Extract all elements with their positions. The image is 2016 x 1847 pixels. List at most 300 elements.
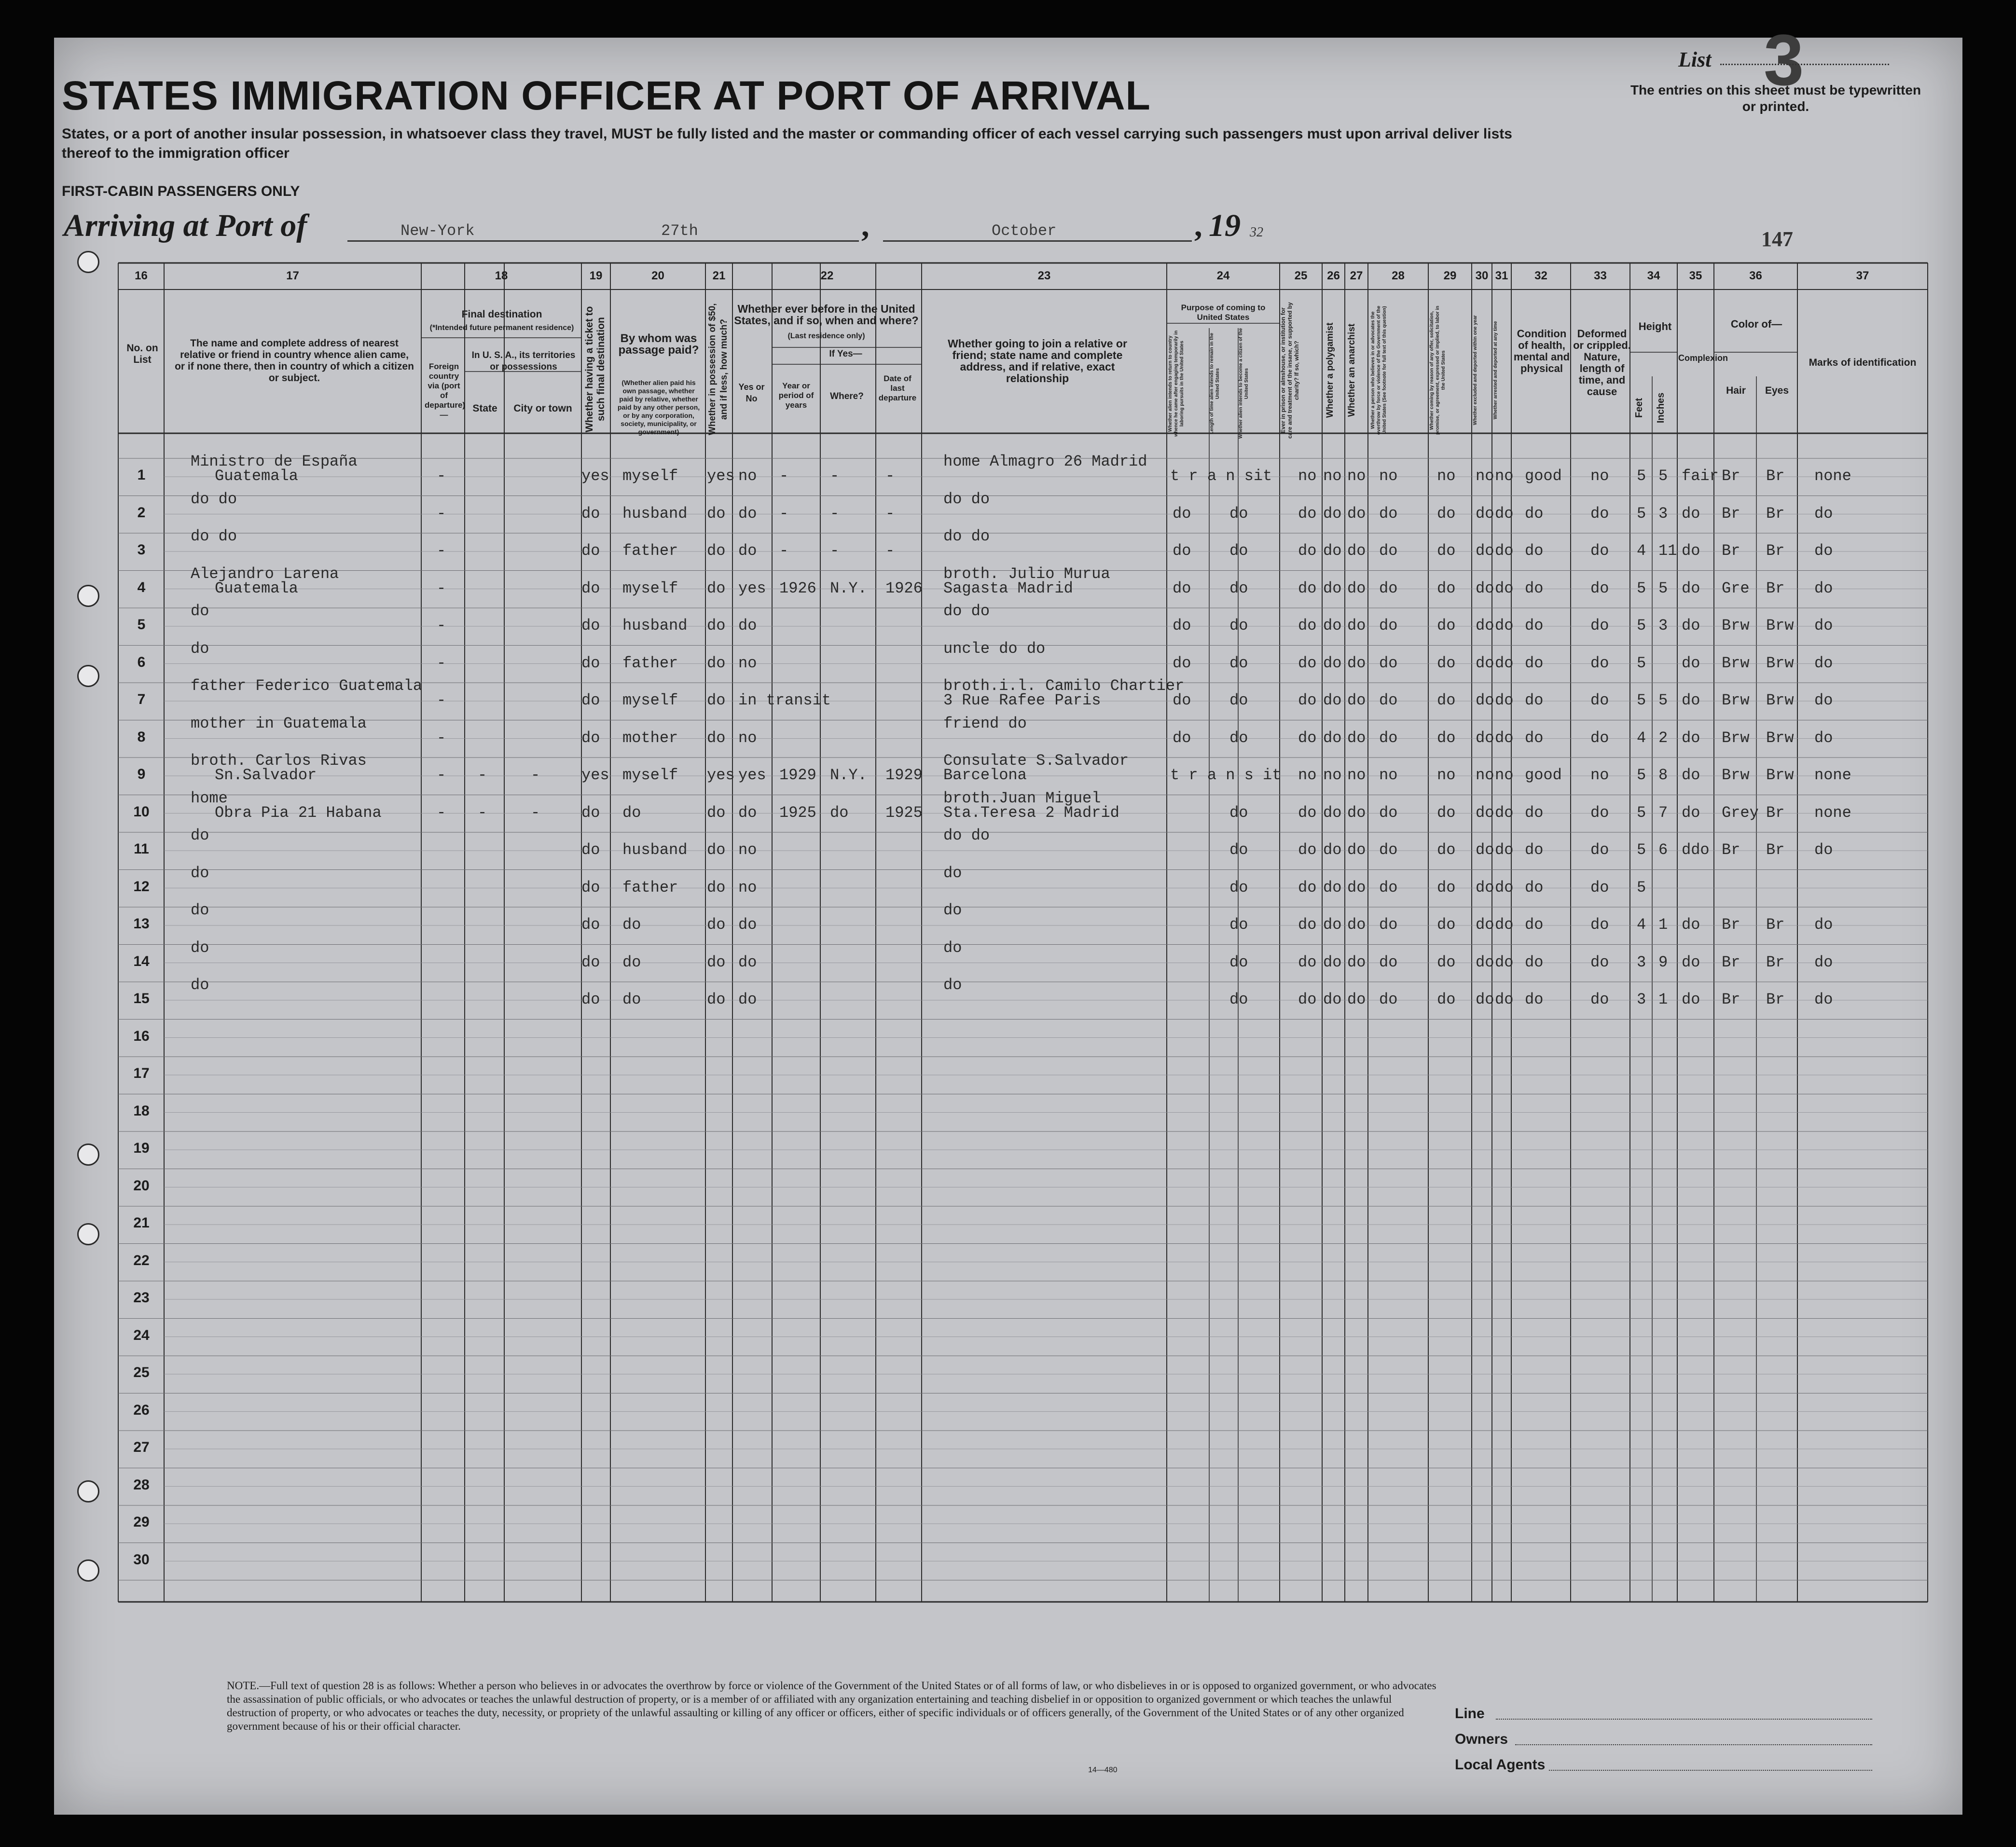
cell-c23b: Sagasta Madrid xyxy=(943,579,1073,597)
row-number: 8 xyxy=(137,729,146,745)
cell-c26: do xyxy=(1323,878,1342,896)
cell-c19: do xyxy=(581,953,600,971)
header-state: State xyxy=(472,403,497,414)
cell-c33: do xyxy=(1590,991,1609,1008)
cell-c27: do xyxy=(1347,729,1366,747)
form-subtitle: States, or a port of another insular possession, in whatsoever class they travel, MUST be fully listed and the master or commanding officer of each vessel carrying such passengers must upon arrival deliver lists thereof to the immigration officer xyxy=(62,126,1512,161)
cell-c37: do xyxy=(1814,504,1833,523)
row-number: 20 xyxy=(133,1177,150,1194)
row-number: 18 xyxy=(133,1103,150,1119)
header-no-on-list: No. on List xyxy=(126,343,158,365)
cell-c25: do xyxy=(1298,654,1317,672)
cell-eyes: Br xyxy=(1766,916,1785,934)
header-passage-paid: By whom was passage paid? xyxy=(618,332,699,357)
column-number: 24 xyxy=(1216,269,1230,282)
cell-c17a: do xyxy=(191,827,209,844)
cell-c18f: - xyxy=(437,617,446,634)
cell-c23a: broth.i.l. Camilo Chartier xyxy=(943,677,1185,695)
page-number: 147 xyxy=(1761,227,1793,251)
cell-c26: do xyxy=(1323,953,1342,971)
cell-c37: do xyxy=(1814,916,1833,934)
cell-c21: do xyxy=(707,991,726,1008)
cell-c33: do xyxy=(1590,542,1609,560)
cell-c21: do xyxy=(707,542,726,560)
cell-c31: do xyxy=(1495,916,1514,934)
cell-c25: no xyxy=(1298,467,1317,485)
header-in-usa: In U. S. A., its territories or possessions xyxy=(471,350,576,372)
cell-c31: do xyxy=(1495,542,1514,560)
cell-c33: do xyxy=(1590,916,1609,934)
cell-c30: do xyxy=(1476,729,1494,747)
cell-c31: do xyxy=(1495,841,1514,859)
cell-c24a: do xyxy=(1173,729,1191,747)
cell-in: 5 xyxy=(1658,691,1668,709)
cell-c22y: do xyxy=(738,803,757,822)
cell-c37: do xyxy=(1814,691,1833,709)
header-ticket: Whether having a ticket to such final destination xyxy=(584,306,607,432)
cell-hair: Br xyxy=(1722,504,1740,523)
form-title: STATES IMMIGRATION OFFICER AT PORT OF ARRIVAL xyxy=(62,73,1151,118)
cell-c24a: do xyxy=(1173,654,1191,672)
cell-c27: no xyxy=(1347,766,1366,784)
cell-c35: do xyxy=(1682,916,1700,934)
cell-c23b: 3 Rue Rafee Paris xyxy=(943,691,1101,709)
row-number: 26 xyxy=(133,1402,150,1418)
row-number: 25 xyxy=(133,1365,150,1380)
cell-hair: Br xyxy=(1722,953,1740,971)
cell-in: 11 xyxy=(1658,542,1677,560)
cell-c29: no xyxy=(1437,766,1456,784)
cell-c22p: 1929 xyxy=(779,766,816,784)
row-number: 4 xyxy=(137,579,146,595)
cell-c18f: - xyxy=(437,803,446,822)
cell-c23b: Barcelona xyxy=(943,766,1027,784)
row-number: 27 xyxy=(133,1439,150,1455)
cell-c20: mother xyxy=(622,729,678,747)
cell-c33: do xyxy=(1590,878,1609,896)
cell-c22y: no xyxy=(738,878,757,896)
cell-c28: do xyxy=(1379,542,1398,560)
list-label: List xyxy=(1678,48,1712,71)
cell-c19: do xyxy=(581,579,600,597)
cell-c27: do xyxy=(1347,841,1366,859)
cell-c28: do xyxy=(1379,579,1398,597)
cell-c22w: N.Y. xyxy=(830,766,867,784)
cell-c19: do xyxy=(581,878,600,896)
typewritten-note: The entries on this sheet must be typewritten or printed. xyxy=(1630,83,1921,114)
cell-c29: do xyxy=(1437,617,1456,634)
cell-c18f: - xyxy=(437,579,446,597)
cell-c19: do xyxy=(581,916,600,934)
cell-ft: 5 xyxy=(1637,878,1646,896)
cell-c26: no xyxy=(1323,766,1342,784)
header-complexion: Complexion xyxy=(1678,353,1728,363)
cell-ft: 5 xyxy=(1637,504,1646,523)
cell-c17b: Guatemala xyxy=(215,579,298,597)
cell-in: 2 xyxy=(1658,729,1668,747)
cell-c31: do xyxy=(1495,991,1514,1008)
row-number: 5 xyxy=(137,617,146,633)
header-foreign-country: Foreign country via (port of departure)— xyxy=(425,362,466,419)
cell-ft: 5 xyxy=(1637,654,1646,672)
cell-c26: do xyxy=(1323,691,1342,709)
cell-c29: do xyxy=(1437,542,1456,560)
header-deformed: Deformed or crippled. Nature, length of time, and cause xyxy=(1573,328,1631,398)
cell-c25: do xyxy=(1298,803,1317,822)
cell-c18c: - xyxy=(531,766,540,784)
header-labor-offer: Whether coming by reason of any offer, solicitation, promise, or agreement, expressed or implied, to labor in the United States xyxy=(1429,305,1446,435)
cell-c21: do xyxy=(707,654,726,672)
header-overthrow: Whether a person who believes in or advocates the overthrow by force or violence of the Government of the United States (See footnote for full text of this question) xyxy=(1370,305,1387,435)
cell-c29: no xyxy=(1437,467,1456,485)
cell-c22y: yes xyxy=(738,766,766,784)
cell-c20: do xyxy=(622,953,641,971)
cell-c17a: father Federico Guatemala xyxy=(191,677,423,695)
cell-c21: do xyxy=(707,803,726,822)
row-number: 23 xyxy=(133,1290,150,1306)
header-fifty-dollars: Whether in possession of $50, and if less, how much? xyxy=(707,303,729,435)
cell-c29: do xyxy=(1437,878,1456,896)
cell-hair: Brw xyxy=(1722,691,1750,709)
cell-c18s: - xyxy=(478,803,487,822)
cell-c22d: 1926 xyxy=(885,579,923,597)
cell-c18f: - xyxy=(437,766,446,784)
column-number: 19 xyxy=(589,269,603,282)
row-number: 14 xyxy=(133,953,150,969)
cell-c24a: do xyxy=(1173,542,1191,560)
cell-c32: do xyxy=(1525,542,1544,560)
header-purpose: Purpose of coming to United States xyxy=(1181,303,1266,322)
cell-c32: do xyxy=(1525,991,1544,1008)
cell-c31: do xyxy=(1495,953,1514,971)
cell-c17a: Ministro de España xyxy=(191,453,358,470)
cell-c22y: do xyxy=(738,504,757,523)
header-eyes: Eyes xyxy=(1765,385,1789,396)
cell-c28: no xyxy=(1379,766,1398,784)
cell-c26: do xyxy=(1323,841,1342,859)
cell-c25: do xyxy=(1298,841,1317,859)
cell-in: 1 xyxy=(1658,991,1668,1008)
cell-c22y: do xyxy=(738,991,757,1008)
cell-c28: do xyxy=(1379,803,1398,822)
cell-c23a: do do xyxy=(943,527,990,545)
cell-c22y: do xyxy=(738,916,757,934)
column-number: 32 xyxy=(1534,269,1547,282)
cell-c33: do xyxy=(1590,617,1609,634)
cell-c21: yes xyxy=(707,467,735,485)
cell-c24b: do xyxy=(1229,542,1248,560)
line-label: Line xyxy=(1455,1706,1485,1722)
cell-c27: do xyxy=(1347,916,1366,934)
cell-c22y: no xyxy=(738,654,757,672)
cell-c30: do xyxy=(1476,654,1494,672)
header-where: Where? xyxy=(830,391,864,401)
header-final-destination: Final destination xyxy=(461,309,542,320)
header-feet: Feet xyxy=(1634,398,1644,418)
header-prison: Ever in prison or almshouse, or institution for care and treatment of the insane, or supported by charity? If so, which? xyxy=(1280,302,1300,439)
cell-hair: Gre xyxy=(1722,579,1750,597)
agents-signature-line xyxy=(1549,1770,1872,1771)
cell-c27: do xyxy=(1347,617,1366,634)
cell-c24a: do xyxy=(1173,691,1191,709)
cell-c33: do xyxy=(1590,691,1609,709)
row-number: 19 xyxy=(133,1140,150,1156)
row-number: 7 xyxy=(137,691,146,707)
cell-c30: do xyxy=(1476,617,1494,634)
cell-c28: do xyxy=(1379,878,1398,896)
cell-c20: do xyxy=(622,916,641,934)
cell-c20: myself xyxy=(622,467,678,485)
column-number: 27 xyxy=(1350,269,1363,282)
cell-eyes: Br xyxy=(1766,991,1785,1008)
row-number: 17 xyxy=(133,1065,150,1081)
cell-c17a: do do xyxy=(191,490,237,508)
cell-ft: 5 xyxy=(1637,579,1646,597)
cell-c30: no xyxy=(1476,467,1494,485)
row-number: 13 xyxy=(133,916,150,932)
cell-c30: do xyxy=(1476,953,1494,971)
cell-c27: do xyxy=(1347,878,1366,896)
day-value: 27th xyxy=(661,222,698,240)
header-arrested: Whether arrested and deported at any time xyxy=(1493,321,1498,420)
header-health: Condition of health, mental and physical xyxy=(1513,328,1570,374)
cell-c32: good xyxy=(1525,467,1562,485)
cell-in: 3 xyxy=(1658,504,1668,523)
cell-c20: husband xyxy=(622,841,688,859)
cell-eyes: Brw xyxy=(1766,729,1794,747)
question-28-note: NOTE.—Full text of question 28 is as follows: Whether a person who believes in or advocates the overthrow by force or violence of the Government of the United States or of all forms of law, or who disbelieves in or is opposed to organized government, or who advocates the assassination of public officials, or who advocates or teaches the unlawful destruction of property, or is a member of or affiliated with any organization entertaining and teaching disbelief in or opposition to organized government or which teaches the unlawful destruction of property, or who advocates or teaches the duty, necessity, or propriety of the unlawful assaulting or killing of any officer or officers, either of specific individuals or of officers generally, of the Government of the United States or of any other organized government because of his or their official character. xyxy=(227,1680,1436,1732)
cell-eyes: Br xyxy=(1766,504,1785,523)
cell-c35: do xyxy=(1682,729,1700,747)
cell-eyes: Br xyxy=(1766,841,1785,859)
cell-c31: no xyxy=(1495,766,1514,784)
cell-c25: do xyxy=(1298,579,1317,597)
cell-c22d: 1929 xyxy=(885,766,923,784)
cell-c20: husband xyxy=(622,617,688,634)
cell-c37: do xyxy=(1814,729,1833,747)
cell-c23a: do xyxy=(943,901,962,919)
cell-c22w: N.Y. xyxy=(830,579,867,597)
cell-c25: do xyxy=(1298,617,1317,634)
cell-c17b: Guatemala xyxy=(215,467,298,485)
cell-c17b: Sn.Salvador xyxy=(215,766,317,784)
cell-c37: do xyxy=(1814,579,1833,597)
cell-c17a: do xyxy=(191,976,209,994)
cell-eyes: Brw xyxy=(1766,691,1794,709)
cell-c37: do xyxy=(1814,953,1833,971)
cell-c32: do xyxy=(1525,691,1544,709)
first-cabin-label: FIRST-CABIN PASSENGERS ONLY xyxy=(62,183,300,199)
cell-c17a: do do xyxy=(191,527,237,545)
cell-c18f: - xyxy=(437,729,446,747)
cell-c35: do xyxy=(1682,579,1700,597)
cell-eyes: Brw xyxy=(1766,654,1794,672)
cell-c32: do xyxy=(1525,504,1544,523)
cell-c19: do xyxy=(581,841,600,859)
cell-c29: do xyxy=(1437,729,1456,747)
column-number: 21 xyxy=(712,269,726,282)
cell-ft: 5 xyxy=(1637,803,1646,822)
cell-c30: do xyxy=(1476,991,1494,1008)
cell-c25: do xyxy=(1298,953,1317,971)
cell-ft: 3 xyxy=(1637,953,1646,971)
header-final-destination-note: (*Intended future permanent residence) xyxy=(429,324,574,332)
cell-c32: do xyxy=(1525,579,1544,597)
cell-c21: yes xyxy=(707,766,735,784)
cell-c24b: do xyxy=(1229,691,1248,709)
cell-c22p: 1926 xyxy=(779,579,816,597)
cell-c18f: - xyxy=(437,654,446,672)
header-purpose-length: Length of time alien intends to remain in the United States xyxy=(1209,333,1220,435)
cell-c26: do xyxy=(1323,916,1342,934)
cell-ft: 5 xyxy=(1637,841,1646,859)
cell-c29: do xyxy=(1437,803,1456,822)
cell-c17a: do xyxy=(191,938,209,957)
header-date-departure: Date of last departure xyxy=(878,374,917,402)
cell-c19: yes xyxy=(581,467,609,485)
cell-in: 1 xyxy=(1658,916,1668,934)
cell-c20: do xyxy=(622,991,641,1008)
cell-c17a: do xyxy=(191,864,209,882)
cell-c35: do xyxy=(1682,504,1700,523)
cell-in: 5 xyxy=(1658,579,1668,597)
header-city-town: City or town xyxy=(513,403,572,414)
cell-c26: do xyxy=(1323,504,1342,523)
cell-c18f: - xyxy=(437,542,446,560)
cell-c19: do xyxy=(581,654,600,672)
cell-c31: do xyxy=(1495,654,1514,672)
cell-c27: do xyxy=(1347,953,1366,971)
cell-c23a: home Almagro 26 Madrid xyxy=(943,453,1147,470)
row-number: 2 xyxy=(137,504,146,521)
cell-c30: do xyxy=(1476,542,1494,560)
cell-c22d: - xyxy=(885,542,895,560)
cell-eyes: Br xyxy=(1766,467,1785,485)
cell-c28: do xyxy=(1379,617,1398,634)
cell-c22d: - xyxy=(885,467,895,485)
cell-c24b: do xyxy=(1229,803,1248,822)
comma: , xyxy=(861,208,870,243)
row-number: 1 xyxy=(137,467,146,483)
cell-c22d: 1925 xyxy=(885,803,923,822)
cell-c22y: do xyxy=(738,542,757,560)
row-number: 9 xyxy=(137,766,146,782)
cell-c35: do xyxy=(1682,691,1700,709)
cell-ft: 4 xyxy=(1637,916,1646,934)
column-number: 25 xyxy=(1294,269,1308,282)
header-year-period: Year or period of years xyxy=(778,381,814,410)
row-number: 15 xyxy=(133,991,150,1006)
cell-c30: do xyxy=(1476,579,1494,597)
cell-c25: do xyxy=(1298,691,1317,709)
cell-c29: do xyxy=(1437,916,1456,934)
cell-c20: myself xyxy=(622,766,678,784)
cell-c30: do xyxy=(1476,803,1494,822)
cell-c19: do xyxy=(581,803,600,822)
cell-c19: yes xyxy=(581,766,609,784)
cell-hair: Grey xyxy=(1722,803,1759,822)
row-number: 21 xyxy=(133,1215,150,1231)
cell-c17a: do xyxy=(191,901,209,919)
cell-c22y: no xyxy=(738,729,757,747)
header-nearest-relative: The name and complete address of nearest relative or friend in country whence alien came, or if none there, then in country of which a citizen or subject. xyxy=(175,338,414,384)
cell-c30: do xyxy=(1476,916,1494,934)
cell-c25: do xyxy=(1298,878,1317,896)
cell-c23a: do do xyxy=(943,602,990,620)
cell-c23a: broth. Julio Murua xyxy=(943,565,1110,583)
list-number: 3 xyxy=(1764,19,1804,100)
month-value: October xyxy=(992,222,1057,240)
cell-c24: t r a n s it xyxy=(1170,766,1282,784)
cell-c20: husband xyxy=(622,504,688,523)
cell-c33: do xyxy=(1590,841,1609,859)
cell-c31: do xyxy=(1495,504,1514,523)
cell-c28: do xyxy=(1379,691,1398,709)
cell-c25: do xyxy=(1298,504,1317,523)
port-value: New-York xyxy=(400,222,475,240)
column-number: 18 xyxy=(495,269,508,282)
cell-c19: do xyxy=(581,691,600,709)
cell-c31: do xyxy=(1495,803,1514,822)
owners-label: Owners xyxy=(1455,1731,1508,1747)
cell-eyes: Br xyxy=(1766,803,1785,822)
cell-c32: good xyxy=(1525,766,1562,784)
cell-c22w: - xyxy=(830,542,840,560)
cell-c21: do xyxy=(707,729,726,747)
comma: , xyxy=(1194,208,1202,243)
cell-c32: do xyxy=(1525,803,1544,822)
cell-c22y: do xyxy=(738,617,757,634)
cell-c29: do xyxy=(1437,953,1456,971)
cell-c32: do xyxy=(1525,916,1544,934)
cell-c35: do xyxy=(1682,953,1700,971)
cell-c22y: in transit xyxy=(738,691,831,709)
cell-c25: do xyxy=(1298,729,1317,747)
cell-c24b: do xyxy=(1229,654,1248,672)
column-number: 20 xyxy=(651,269,664,282)
cell-c30: do xyxy=(1476,841,1494,859)
cell-hair: Br xyxy=(1722,467,1740,485)
cell-c33: do xyxy=(1590,654,1609,672)
cell-c32: do xyxy=(1525,654,1544,672)
cell-c27: do xyxy=(1347,579,1366,597)
cell-c24a: do xyxy=(1173,579,1191,597)
cell-c37: do xyxy=(1814,542,1833,560)
header-excluded: Whether excluded and deported within one year xyxy=(1473,315,1478,426)
cell-ft: 4 xyxy=(1637,729,1646,747)
cell-c21: do xyxy=(707,691,726,709)
cell-c20: myself xyxy=(622,579,678,597)
cell-c33: no xyxy=(1590,766,1609,784)
cell-c22y: no xyxy=(738,467,757,485)
cell-c35: do xyxy=(1682,617,1700,634)
column-number: 23 xyxy=(1037,269,1051,282)
cell-c22d: - xyxy=(885,504,895,523)
cell-c31: do xyxy=(1495,579,1514,597)
cell-c26: no xyxy=(1323,467,1342,485)
cell-c22p: - xyxy=(779,467,789,485)
cell-c27: do xyxy=(1347,991,1366,1008)
cell-c32: do xyxy=(1525,729,1544,747)
header-hair: Hair xyxy=(1726,385,1746,396)
row-number: 10 xyxy=(133,803,150,820)
cell-c29: do xyxy=(1437,841,1456,859)
cell-c22w: do xyxy=(830,803,849,822)
cell-c30: do xyxy=(1476,504,1494,523)
cell-c27: do xyxy=(1347,504,1366,523)
cell-c29: do xyxy=(1437,579,1456,597)
cell-c23a: uncle do do xyxy=(943,639,1046,658)
